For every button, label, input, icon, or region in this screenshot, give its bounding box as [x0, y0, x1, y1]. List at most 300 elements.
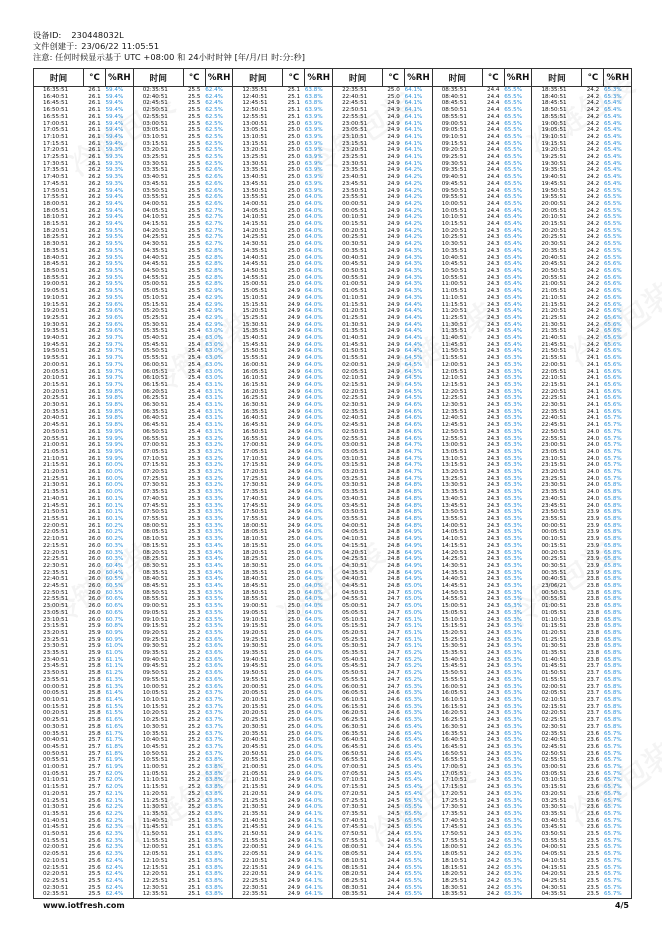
time-cell: 15:50:51 [432, 670, 482, 677]
humidity-cell: 65.3% [504, 469, 532, 476]
time-cell: 01:20:51 [333, 308, 383, 315]
temp-cell: 26.2 [88, 174, 101, 181]
time-cell: 22:10:51 [532, 375, 582, 382]
time-cell: 08:05:51 [133, 529, 183, 536]
temp-cell: 25.7 [88, 790, 101, 797]
humidity-cell: 64.8% [405, 489, 433, 496]
humidity-cell: 59.8% [106, 415, 134, 422]
temp-cell: 26.2 [88, 314, 101, 321]
time-cell: 22:10:51 [233, 858, 283, 865]
humidity-cell: 65.4% [405, 737, 433, 744]
humidity-cell: 65.8% [604, 516, 632, 523]
time-cell: 18:15:51 [432, 865, 482, 872]
temp-cell: 24.9 [387, 214, 400, 221]
time-cell: 05:40:51 [133, 335, 183, 342]
time-cell: 01:55:51 [333, 355, 383, 362]
table-row [34, 744, 632, 751]
temp-cell: 25.5 [187, 167, 201, 174]
humidity-cell: 64.6% [405, 409, 433, 416]
temp-cell: 24.3 [487, 388, 500, 395]
time-cell: 09:50:51 [133, 670, 183, 677]
time-cell: 03:05:51 [532, 771, 582, 778]
header-temp: °C [84, 69, 106, 87]
humidity-cell: 65.8% [604, 596, 632, 603]
temp-cell: 25.4 [187, 408, 201, 415]
time-cell: 07:35:51 [133, 489, 183, 496]
temp-cell: 24.8 [387, 462, 400, 469]
temp-cell: 24.0 [586, 495, 600, 502]
time-cell: 23:45:51 [333, 181, 383, 188]
time-cell: 07:40:51 [333, 818, 383, 825]
temp-cell: 24.1 [586, 368, 600, 375]
humidity-cell: 61.0% [106, 643, 134, 650]
readings-table-container [33, 68, 631, 898]
temp-cell: 24.3 [487, 650, 500, 657]
time-cell: 02:55:51 [333, 436, 383, 443]
humidity-cell: 61.7% [106, 737, 134, 744]
temp-cell: 24.3 [487, 683, 500, 690]
time-cell: 19:10:51 [233, 617, 283, 624]
humidity-cell: 65.3% [504, 744, 532, 751]
humidity-cell: 64.0% [305, 308, 333, 315]
humidity-cell: 65.5% [504, 167, 532, 174]
time-cell: 20:35:51 [233, 731, 283, 738]
time-cell: 10:40:51 [432, 255, 482, 262]
temp-cell: 25.5 [187, 113, 201, 120]
humidity-cell: 65.5% [604, 241, 632, 248]
temp-cell: 24.2 [586, 274, 600, 281]
temp-cell: 26.2 [88, 241, 101, 248]
humidity-cell: 59.4% [106, 87, 134, 94]
time-cell: 17:55:51 [432, 838, 482, 845]
humidity-cell: 59.9% [106, 436, 134, 443]
time-cell: 22:00:51 [532, 362, 582, 369]
temp-cell: 24.9 [287, 442, 301, 449]
humidity-cell: 65.8% [604, 650, 632, 657]
humidity-cell: 63.5% [205, 603, 233, 610]
time-cell: 14:25:51 [233, 234, 283, 241]
time-cell: 10:45:51 [133, 744, 183, 751]
humidity-cell: 62.8% [205, 255, 233, 262]
time-cell: 12:35:51 [233, 87, 283, 94]
time-cell: 17:15:51 [432, 784, 482, 791]
humidity-cell: 64.0% [305, 261, 333, 268]
time-cell: 18:35:51 [432, 891, 482, 898]
temp-cell: 25.8 [88, 730, 101, 737]
time-cell: 14:15:51 [432, 543, 482, 550]
temp-cell: 24.2 [487, 837, 500, 844]
temp-cell: 23.9 [586, 516, 600, 522]
temp-cell: 23.9 [586, 556, 600, 563]
table-row [34, 422, 632, 429]
time-cell: 07:30:51 [133, 482, 183, 489]
time-cell: 23:15:51 [333, 141, 383, 148]
temp-cell: 23.9 [586, 509, 600, 516]
temp-cell: 26.2 [88, 227, 101, 234]
table-row [34, 603, 632, 610]
temp-cell: 24.3 [487, 717, 500, 724]
humidity-cell: 65.2% [405, 650, 433, 657]
temp-cell: 25.0 [287, 717, 301, 724]
temp-cell: 24.8 [387, 556, 400, 563]
time-cell: 17:45:51 [233, 503, 283, 510]
humidity-cell: 64.5% [405, 389, 433, 396]
time-cell: 19:10:51 [34, 295, 84, 302]
humidity-cell: 63.0% [205, 369, 233, 376]
time-cell: 16:55:51 [233, 436, 283, 443]
temp-cell: 25.0 [287, 770, 301, 777]
humidity-cell: 61.5% [106, 710, 134, 717]
time-cell: 04:20:51 [532, 871, 582, 878]
time-cell: 20:45:51 [233, 744, 283, 751]
time-cell: 03:00:51 [333, 442, 383, 449]
table-row [34, 94, 632, 101]
humidity-cell: 64.0% [305, 429, 333, 436]
time-cell: 00:20:51 [333, 228, 383, 235]
temp-cell: 26.1 [88, 93, 101, 100]
humidity-cell: 65.8% [604, 657, 632, 664]
temp-cell: 25.8 [88, 683, 101, 690]
table-row [34, 489, 632, 496]
time-cell: 13:00:51 [432, 442, 482, 449]
humidity-cell: 65.4% [604, 100, 632, 107]
table-row [34, 630, 632, 637]
humidity-cell: 65.8% [604, 482, 632, 489]
humidity-cell: 65.6% [604, 369, 632, 376]
temp-cell: 25.0 [287, 261, 301, 268]
humidity-cell: 65.3% [504, 858, 532, 865]
humidity-cell: 65.8% [604, 523, 632, 530]
humidity-cell: 65.7% [604, 442, 632, 449]
humidity-cell: 64.0% [305, 637, 333, 644]
humidity-cell: 60.0% [106, 482, 134, 489]
temp-cell: 25.0 [287, 603, 301, 610]
temp-cell: 25.0 [287, 609, 301, 616]
time-cell: 11:10:51 [133, 777, 183, 784]
temp-cell: 25.3 [187, 469, 201, 476]
temp-cell: 24.8 [387, 422, 400, 429]
footer-url[interactable]: www.iotfresh.com [43, 901, 125, 910]
temp-cell: 24.3 [487, 616, 500, 623]
humidity-cell: 65.5% [405, 891, 433, 898]
temp-cell: 24.9 [387, 200, 400, 207]
time-cell: 00:15:51 [333, 221, 383, 228]
humidity-cell: 65.7% [604, 731, 632, 738]
time-cell: 10:50:51 [133, 751, 183, 758]
humidity-cell: 64.0% [305, 744, 333, 751]
humidity-cell: 65.4% [604, 134, 632, 141]
humidity-cell: 64.0% [305, 670, 333, 677]
time-cell: 15:20:51 [432, 630, 482, 637]
humidity-cell: 64.0% [305, 315, 333, 322]
table-row [34, 328, 632, 335]
humidity-cell: 65.7% [604, 476, 632, 483]
temp-cell: 24.3 [487, 609, 500, 616]
temp-cell: 23.7 [586, 723, 600, 730]
temp-cell: 24.2 [586, 321, 600, 328]
time-cell: 00:50:51 [333, 268, 383, 275]
time-cell: 10:10:51 [133, 697, 183, 704]
time-cell: 17:05:51 [233, 449, 283, 456]
temp-cell: 24.3 [487, 495, 500, 502]
humidity-cell: 64.2% [405, 234, 433, 241]
time-cell: 15:35:51 [432, 650, 482, 657]
humidity-cell: 62.4% [205, 94, 233, 101]
table-row [34, 690, 632, 697]
table-body [34, 87, 632, 899]
time-cell: 15:30:51 [432, 643, 482, 650]
temp-cell: 24.2 [487, 871, 500, 878]
time-cell: 19:45:51 [233, 663, 283, 670]
humidity-cell: 64.8% [405, 482, 433, 489]
temp-cell: 25.0 [287, 241, 301, 248]
time-cell: 22:25:51 [532, 395, 582, 402]
temp-cell: 25.2 [187, 770, 201, 777]
temp-cell: 26.2 [88, 267, 101, 274]
time-cell: 00:45:51 [34, 744, 84, 751]
temp-cell: 24.0 [586, 462, 600, 469]
time-cell: 18:20:51 [432, 871, 482, 878]
time-cell: 10:30:51 [133, 724, 183, 731]
temp-cell: 25.4 [187, 395, 201, 402]
time-cell: 07:00:51 [133, 442, 183, 449]
time-cell: 10:35:51 [432, 248, 482, 255]
temp-cell: 25.0 [287, 200, 301, 207]
device-id-label: 设备ID: [33, 30, 62, 40]
table-row [34, 295, 632, 302]
time-cell: 19:05:51 [532, 127, 582, 134]
temp-cell: 24.3 [487, 341, 500, 348]
humidity-cell: 64.0% [305, 710, 333, 717]
temp-cell: 25.5 [187, 100, 201, 107]
temp-cell: 24.9 [287, 314, 301, 321]
time-cell: 10:25:51 [432, 234, 482, 241]
table-row [34, 315, 632, 322]
temp-cell: 25.5 [187, 267, 201, 274]
temp-cell: 26.2 [88, 247, 101, 254]
temp-cell: 26.1 [88, 147, 101, 154]
time-cell: 04:05:51 [532, 851, 582, 858]
temp-cell: 24.3 [487, 335, 500, 342]
temp-cell: 24.9 [287, 864, 301, 871]
temp-cell: 25.4 [187, 294, 201, 301]
humidity-cell: 64.2% [405, 241, 433, 248]
humidity-cell: 63.8% [205, 764, 233, 771]
header-time: 时间 [333, 69, 383, 87]
time-cell: 21:10:51 [34, 456, 84, 463]
time-cell: 16:15:51 [432, 704, 482, 711]
temp-cell: 24.9 [287, 301, 301, 308]
temp-cell: 24.3 [487, 764, 500, 771]
time-cell: 03:50:51 [133, 188, 183, 195]
table-row [34, 141, 632, 148]
temp-cell: 25.1 [187, 831, 201, 838]
humidity-cell: 64.0% [305, 596, 333, 603]
temp-cell: 24.2 [586, 234, 600, 241]
humidity-cell: 59.8% [106, 395, 134, 402]
time-cell: 23:55:51 [532, 516, 582, 523]
temp-cell: 25.8 [88, 710, 101, 717]
table-row [34, 335, 632, 342]
time-cell: 21:00:51 [34, 442, 84, 449]
time-cell: 04:00:51 [133, 201, 183, 208]
time-cell: 01:10:51 [34, 777, 84, 784]
humidity-cell: 62.4% [106, 871, 134, 878]
humidity-cell: 64.0% [305, 751, 333, 758]
time-cell: 09:00:51 [133, 603, 183, 610]
time-cell: 01:25:51 [34, 798, 84, 805]
temp-cell: 24.7 [387, 683, 400, 690]
temp-cell: 25.6 [88, 844, 101, 851]
humidity-cell: 65.5% [504, 194, 532, 201]
humidity-cell: 62.4% [106, 858, 134, 865]
time-cell: 00:20:51 [34, 710, 84, 717]
temp-cell: 24.9 [387, 147, 400, 154]
temp-cell: 24.9 [387, 247, 400, 254]
humidity-cell: 64.0% [305, 503, 333, 510]
temp-cell: 25.0 [287, 583, 301, 590]
time-cell: 08:20:51 [133, 550, 183, 557]
time-cell: 21:15:51 [532, 302, 582, 309]
time-cell: 05:25:51 [333, 637, 383, 644]
time-cell: 17:25:51 [34, 154, 84, 161]
humidity-cell: 60.3% [106, 556, 134, 563]
temp-cell: 24.4 [487, 200, 500, 207]
time-cell: 19:00:51 [532, 121, 582, 128]
device-id-line [33, 30, 305, 41]
temp-cell: 23.7 [586, 690, 600, 697]
time-cell: 22:35:51 [333, 87, 383, 94]
humidity-cell: 65.3% [504, 731, 532, 738]
time-cell: 22:20:51 [532, 389, 582, 396]
time-cell: 22:20:51 [34, 550, 84, 557]
temp-cell: 24.2 [586, 328, 600, 335]
header-humidity: %RH [504, 69, 532, 87]
humidity-cell: 59.4% [106, 94, 134, 101]
temp-cell: 24.3 [487, 643, 500, 650]
humidity-cell: 65.3% [504, 784, 532, 791]
humidity-cell: 62.9% [205, 295, 233, 302]
temp-cell: 24.3 [487, 469, 500, 476]
temp-cell: 24.3 [487, 562, 500, 569]
humidity-cell: 59.3% [106, 167, 134, 174]
humidity-cell: 65.7% [604, 469, 632, 476]
humidity-cell: 65.8% [604, 509, 632, 516]
humidity-cell: 63.8% [205, 831, 233, 838]
humidity-cell: 64.0% [305, 677, 333, 684]
humidity-cell: 63.5% [205, 596, 233, 603]
temp-cell: 24.4 [387, 877, 400, 884]
temp-cell: 24.5 [387, 784, 400, 791]
time-cell: 00:20:51 [532, 550, 582, 557]
humidity-cell: 65.3% [504, 771, 532, 778]
time-cell: 11:20:51 [432, 308, 482, 315]
humidity-cell: 65.8% [604, 570, 632, 577]
temp-cell: 25.6 [88, 851, 101, 858]
temp-cell: 25.0 [287, 663, 301, 670]
temp-cell: 24.2 [586, 200, 600, 207]
temp-cell: 24.9 [287, 335, 301, 342]
humidity-cell: 62.8% [205, 268, 233, 275]
time-cell: 23:40:51 [333, 174, 383, 181]
humidity-cell: 59.7% [106, 355, 134, 362]
temp-cell: 24.4 [487, 187, 500, 194]
time-cell: 18:45:51 [532, 100, 582, 107]
time-cell: 21:25:51 [34, 476, 84, 483]
humidity-cell: 65.3% [504, 643, 532, 650]
time-cell: 06:35:51 [333, 731, 383, 738]
temp-cell: 25.2 [187, 737, 201, 744]
table-row [34, 369, 632, 376]
temp-cell: 24.2 [586, 261, 600, 268]
table-row [34, 147, 632, 154]
humidity-cell: 65.6% [604, 409, 632, 416]
time-cell: 12:25:51 [133, 878, 183, 885]
humidity-cell: 65.7% [604, 737, 632, 744]
temp-cell: 24.9 [387, 207, 400, 214]
time-cell: 19:40:51 [532, 174, 582, 181]
time-cell: 08:15:51 [333, 865, 383, 872]
temp-cell: 24.9 [287, 824, 301, 831]
humidity-cell: 65.7% [604, 751, 632, 758]
time-cell: 15:25:51 [233, 315, 283, 322]
humidity-cell: 65.8% [604, 550, 632, 557]
humidity-cell: 65.6% [604, 335, 632, 342]
time-cell: 11:30:51 [432, 322, 482, 329]
temp-cell: 24.3 [487, 368, 500, 375]
humidity-cell: 65.3% [405, 704, 433, 711]
temp-cell: 25.5 [187, 247, 201, 254]
humidity-cell: 65.4% [504, 322, 532, 329]
time-cell: 01:35:51 [333, 328, 383, 335]
temp-cell: 26.1 [88, 140, 101, 147]
humidity-cell: 65.5% [405, 878, 433, 885]
time-cell: 12:50:51 [432, 429, 482, 436]
time-cell: 03:25:51 [532, 798, 582, 805]
temp-cell: 26.2 [88, 348, 101, 355]
humidity-cell: 59.4% [106, 214, 134, 221]
humidity-cell: 63.7% [205, 704, 233, 711]
header-time: 时间 [34, 69, 84, 87]
time-cell: 23:20:51 [333, 147, 383, 154]
humidity-cell: 63.9% [305, 121, 333, 128]
humidity-cell: 65.4% [604, 121, 632, 128]
humidity-cell: 65.7% [604, 422, 632, 429]
humidity-cell: 63.4% [205, 583, 233, 590]
time-cell: 23:35:51 [34, 650, 84, 657]
humidity-cell: 59.8% [106, 409, 134, 416]
humidity-cell: 65.5% [405, 858, 433, 865]
time-cell: 17:05:51 [432, 771, 482, 778]
temp-cell: 24.0 [586, 428, 600, 435]
temp-cell: 23.7 [586, 717, 600, 724]
humidity-cell: 65.3% [504, 831, 532, 838]
temp-cell: 25.4 [187, 308, 201, 315]
temp-cell: 24.2 [586, 335, 600, 342]
temp-cell: 24.3 [487, 542, 500, 549]
time-cell: 19:50:51 [233, 670, 283, 677]
time-cell: 23:35:51 [333, 167, 383, 174]
temp-cell: 25.2 [187, 804, 201, 811]
time-cell: 02:55:51 [532, 757, 582, 764]
humidity-cell: 59.7% [106, 342, 134, 349]
time-cell: 21:35:51 [532, 328, 582, 335]
humidity-cell: 60.3% [106, 543, 134, 550]
humidity-cell: 65.6% [604, 362, 632, 369]
temp-cell: 24.8 [387, 415, 400, 422]
temp-cell: 25.0 [287, 710, 301, 717]
time-cell: 20:45:51 [532, 261, 582, 268]
